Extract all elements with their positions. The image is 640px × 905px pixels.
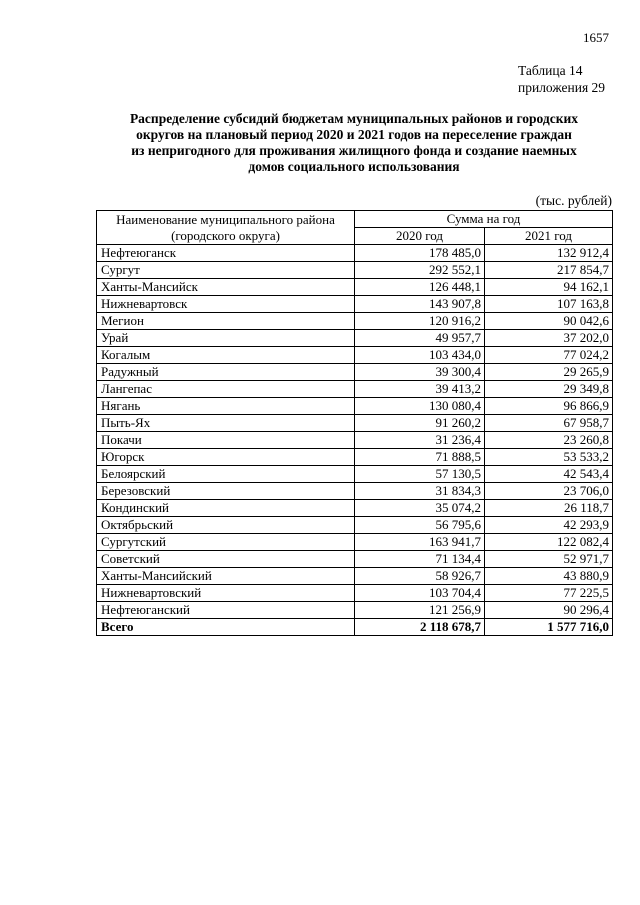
- row-2020-cell: 35 074,2: [355, 500, 485, 517]
- row-2021-cell: 67 958,7: [485, 415, 613, 432]
- row-2021-cell: 37 202,0: [485, 330, 613, 347]
- row-2021-cell: 23 706,0: [485, 483, 613, 500]
- table-caption: [518, 62, 605, 96]
- table-row: [97, 568, 613, 585]
- header-name-line2: (городского округа): [171, 227, 280, 243]
- page-number: 1657: [583, 30, 609, 45]
- row-2020-cell: 103 434,0: [355, 347, 485, 364]
- row-name-cell: Пыть-Ях: [97, 415, 355, 432]
- row-name-cell: Урай: [97, 330, 355, 347]
- row-2020-cell: 292 552,1: [355, 262, 485, 279]
- row-2021-cell: 77 225,5: [485, 585, 613, 602]
- row-2021-cell: 94 162,1: [485, 279, 613, 296]
- row-2020-cell: 71 888,5: [355, 449, 485, 466]
- total-2021-cell: 1 577 716,0: [485, 619, 613, 636]
- row-name-cell: Сургут: [97, 262, 355, 279]
- row-2020-cell: 71 134,4: [355, 551, 485, 568]
- table-row: [97, 398, 613, 415]
- row-2021-cell: 132 912,4: [485, 245, 613, 262]
- subsidy-table: [96, 210, 613, 636]
- row-2020-cell: 58 926,7: [355, 568, 485, 585]
- row-2021-cell: 53 533,2: [485, 449, 613, 466]
- row-2020-cell: 126 448,1: [355, 279, 485, 296]
- row-2020-cell: 39 413,2: [355, 381, 485, 398]
- total-label-cell: Всего: [97, 619, 355, 636]
- table-row: [97, 483, 613, 500]
- row-2021-cell: 29 349,8: [485, 381, 613, 398]
- table-row: [97, 330, 613, 347]
- table-row: [97, 449, 613, 466]
- total-2020-cell: 2 118 678,7: [355, 619, 485, 636]
- row-2020-cell: 56 795,6: [355, 517, 485, 534]
- table-row: [97, 432, 613, 449]
- table-row: [97, 364, 613, 381]
- table-row: [97, 347, 613, 364]
- table-row: [97, 517, 613, 534]
- row-2020-cell: 143 907,8: [355, 296, 485, 313]
- header-name-line1: Наименование муниципального района: [116, 211, 335, 227]
- table-row: [97, 415, 613, 432]
- table-row: [97, 313, 613, 330]
- row-name-cell: Нижневартовский: [97, 585, 355, 602]
- row-name-cell: Сургутский: [97, 534, 355, 551]
- row-name-cell: Советский: [97, 551, 355, 568]
- row-2020-cell: 121 256,9: [355, 602, 485, 619]
- row-2020-cell: 130 080,4: [355, 398, 485, 415]
- row-name-cell: Октябрьский: [97, 517, 355, 534]
- row-name-cell: Кондинский: [97, 500, 355, 517]
- row-2021-cell: 42 543,4: [485, 466, 613, 483]
- table-total-row: [97, 619, 613, 636]
- row-2020-cell: 120 916,2: [355, 313, 485, 330]
- row-name-cell: Когалым: [97, 347, 355, 364]
- row-2021-cell: 26 118,7: [485, 500, 613, 517]
- row-name-cell: Радужный: [97, 364, 355, 381]
- row-name-cell: Нижневартовск: [97, 296, 355, 313]
- table-row: [97, 602, 613, 619]
- row-2021-cell: 90 042,6: [485, 313, 613, 330]
- title-line: домов социального использования: [248, 159, 460, 174]
- row-2020-cell: 57 130,5: [355, 466, 485, 483]
- table-body: [97, 245, 613, 636]
- row-2020-cell: 163 941,7: [355, 534, 485, 551]
- row-2020-cell: 31 236,4: [355, 432, 485, 449]
- table-row: [97, 262, 613, 279]
- row-2021-cell: 42 293,9: [485, 517, 613, 534]
- row-name-cell: Ханты-Мансийский: [97, 568, 355, 585]
- row-name-cell: Нефтеюганский: [97, 602, 355, 619]
- header-2020: 2020 год: [355, 228, 485, 245]
- row-2021-cell: 77 024,2: [485, 347, 613, 364]
- table-row: [97, 245, 613, 262]
- row-2020-cell: 103 704,4: [355, 585, 485, 602]
- units-label: (тыс. рублей): [535, 193, 612, 208]
- row-name-cell: Югорск: [97, 449, 355, 466]
- row-name-cell: Березовский: [97, 483, 355, 500]
- table-caption-number: Таблица 14: [518, 63, 583, 78]
- row-2021-cell: 52 971,7: [485, 551, 613, 568]
- row-name-cell: Ханты-Мансийск: [97, 279, 355, 296]
- header-sum: Сумма на год: [355, 211, 613, 228]
- table-row: [97, 296, 613, 313]
- row-2020-cell: 49 957,7: [355, 330, 485, 347]
- row-name-cell: Лангепас: [97, 381, 355, 398]
- row-2021-cell: 23 260,8: [485, 432, 613, 449]
- row-2020-cell: 31 834,3: [355, 483, 485, 500]
- table-row: [97, 585, 613, 602]
- table-row: [97, 381, 613, 398]
- table-row: [97, 534, 613, 551]
- row-2020-cell: 39 300,4: [355, 364, 485, 381]
- row-name-cell: Покачи: [97, 432, 355, 449]
- row-2021-cell: 29 265,9: [485, 364, 613, 381]
- row-2021-cell: 122 082,4: [485, 534, 613, 551]
- table-caption-appendix: приложения 29: [518, 80, 606, 95]
- table-row: [97, 551, 613, 568]
- title-line: из непригодного для проживания жилищного фонда и создание наемных: [131, 143, 577, 158]
- table-row: [97, 500, 613, 517]
- row-2020-cell: 178 485,0: [355, 245, 485, 262]
- row-name-cell: Мегион: [97, 313, 355, 330]
- document-title: [96, 111, 612, 175]
- header-2021: 2021 год: [485, 228, 613, 245]
- row-name-cell: Белоярский: [97, 466, 355, 483]
- header-name: [97, 211, 355, 245]
- title-line: округов на плановый период 2020 и 2021 годов на переселение граждан: [136, 127, 572, 142]
- row-2021-cell: 96 866,9: [485, 398, 613, 415]
- row-2021-cell: 217 854,7: [485, 262, 613, 279]
- row-2020-cell: 91 260,2: [355, 415, 485, 432]
- table-row: [97, 466, 613, 483]
- table-header-row: [97, 211, 613, 228]
- row-name-cell: Нефтеюганск: [97, 245, 355, 262]
- table-row: [97, 279, 613, 296]
- row-2021-cell: 107 163,8: [485, 296, 613, 313]
- row-name-cell: Нягань: [97, 398, 355, 415]
- row-2021-cell: 90 296,4: [485, 602, 613, 619]
- row-2021-cell: 43 880,9: [485, 568, 613, 585]
- title-line: Распределение субсидий бюджетам муниципальных районов и городских: [129, 111, 579, 126]
